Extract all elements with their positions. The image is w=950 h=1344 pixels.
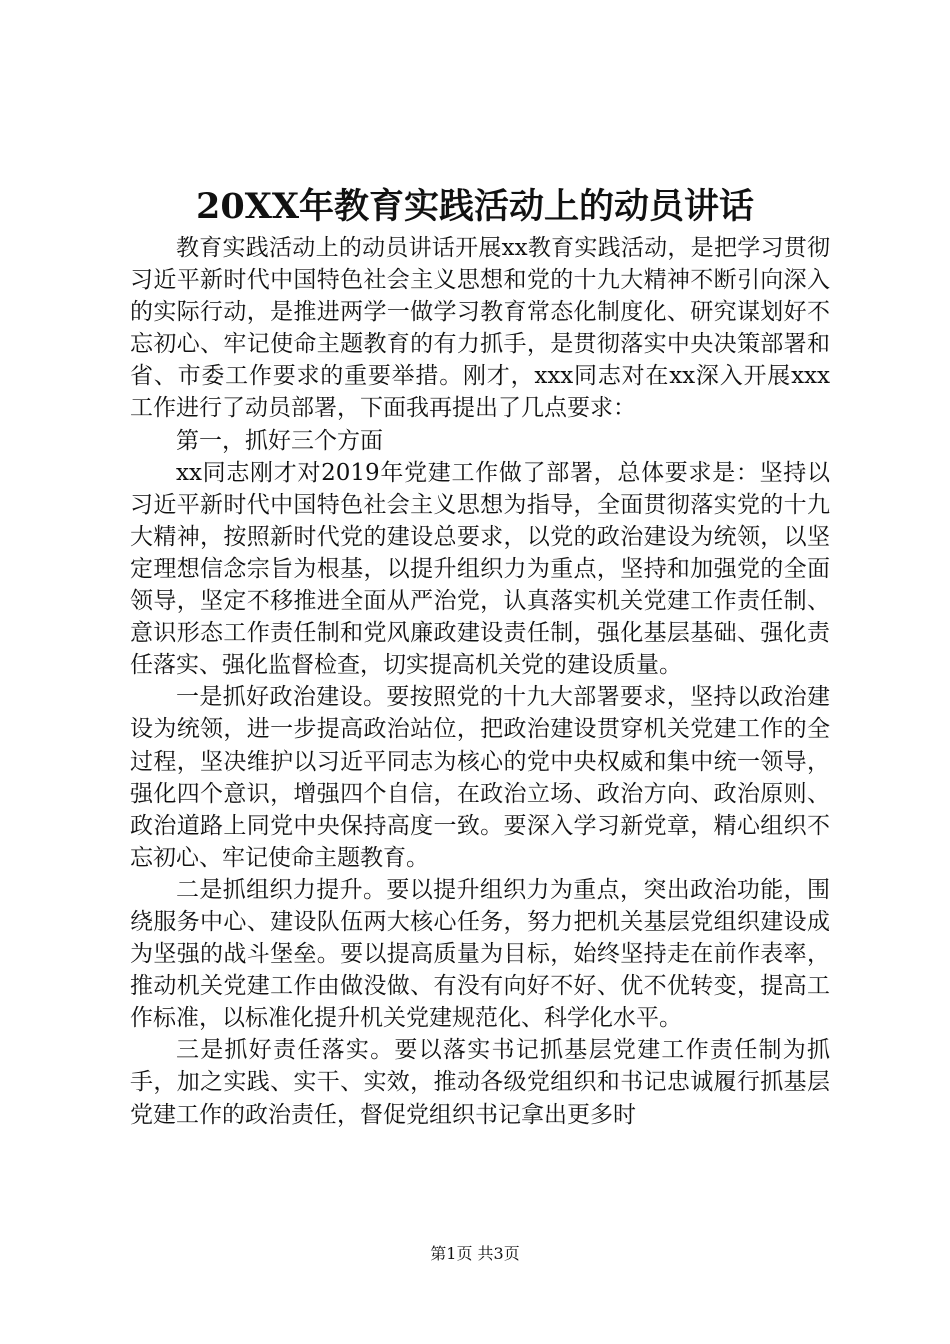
paragraph-political-building: 一是抓好政治建设。要按照党的十九大部署要求，坚持以政治建设为统领，进一步提高政治站位，把政治建设贯穿机关党建工作的全过程，坚决维护以习近平同志为核心的党中央权威和集中统一领导，强化四个意识，增强四个自信，在政治立场、政治方向、政治原则、政治道路上同党中央保持高度一致。要深入学习新党章，精心组织不忘初心、牢记使命主题教育。 — [130, 684, 830, 871]
document-body — [130, 232, 830, 1131]
paragraph-section-heading: 第一，抓好三个方面 — [176, 427, 383, 454]
paragraph-responsibility: 三是抓好责任落实。要以落实书记抓基层党建工作责任制为抓手，加之实践、实干、实效，推动各级党组织和书记忠诚履行抓基层党建工作的政治责任，督促党组织书记拿出更多时 — [130, 1037, 830, 1128]
paragraph-intro: 教育实践活动上的动员讲话开展xx教育实践活动，是把学习贯彻习近平新时代中国特色社会主义思想和党的十九大精神不断引向深入的实际行动，是推进两学一做学习教育常态化制度化、研究谋划好不忘初心、牢记使命主题教育的有力抓手，是贯彻落实中央决策部署和省、市委工作要求的重要举措。刚才，xxx同志对在xx深入开展xxx工作进行了动员部署，下面我再提出了几点要求： — [130, 235, 830, 422]
page-number-footer: 第1页 共3页 — [430, 1244, 520, 1263]
paragraph-overall-requirements: xx同志刚才对2019年党建工作做了部署，总体要求是：坚持以习近平新时代中国特色社会主义思想为指导，全面贯彻落实党的十九大精神，按照新时代党的建设总要求，以党的政治建设为统领，以坚定理想信念宗旨为根基，以提升组织力为重点，坚持和加强党的全面领导，坚定不移推进全面从严治党，认真落实机关党建工作责任制、意识形态工作责任制和党风廉政建设责任制，强化基层基础、强化责任落实、强化监督检查，切实提高机关党的建设质量。 — [130, 459, 830, 679]
document-title: 20XX年教育实践活动上的动员讲话 — [195, 186, 755, 227]
paragraph-organization: 二是抓组织力提升。要以提升组织力为重点，突出政治功能，围绕服务中心、建设队伍两大核心任务，努力把机关基层党组织建设成为坚强的战斗堡垒。要以提高质量为目标，始终坚持走在前作表率，推动机关党建工作由做没做、有没有向好不好、优不优转变，提高工作标准，以标准化提升机关党建规范化、科学化水平。 — [130, 876, 830, 1032]
